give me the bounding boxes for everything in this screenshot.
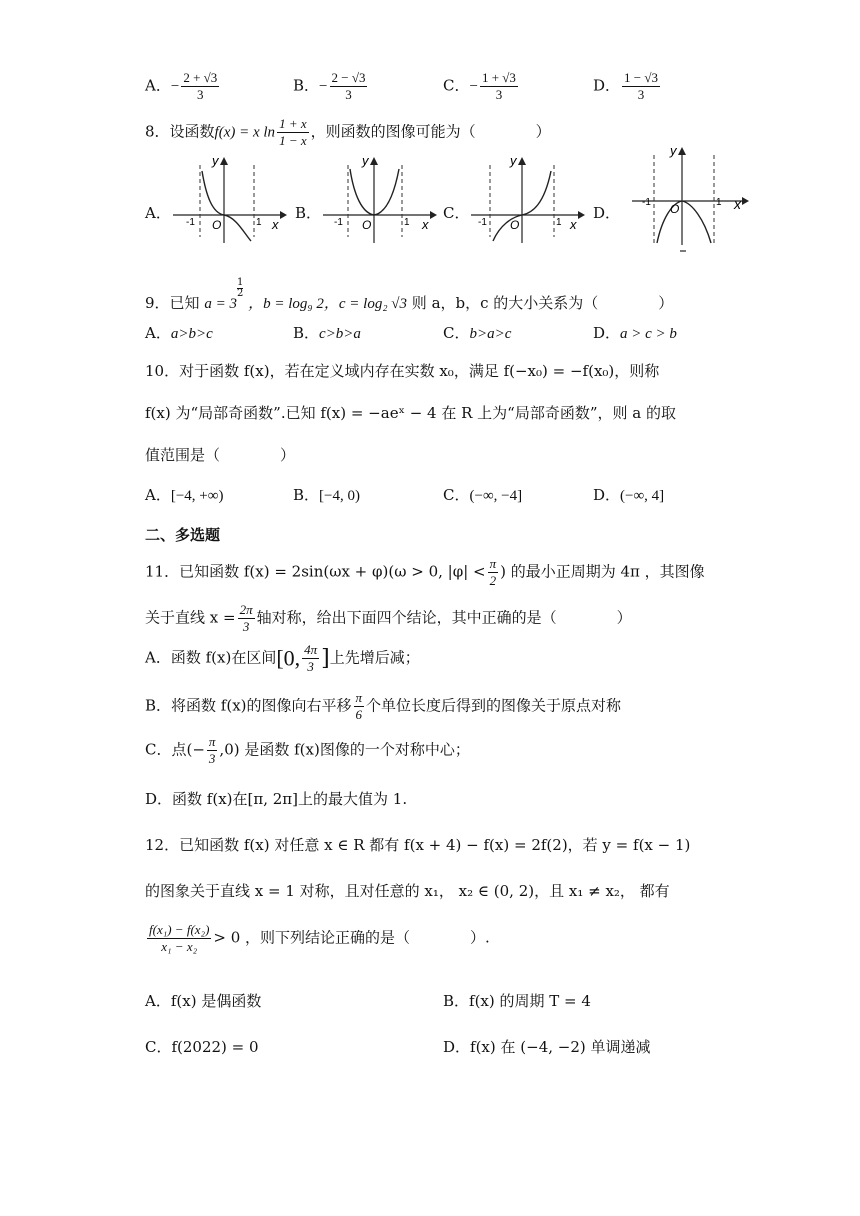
- neg-one: -1: [334, 217, 343, 228]
- q11-option-c: C．点(− $\frac{\pi}{3}$ ,0) 是函数 f(x)图像的一个对称中心；: [145, 734, 470, 766]
- pos-one: 1: [716, 197, 722, 208]
- axis-y: y: [212, 155, 219, 168]
- q7-option-d: D． $\frac{1 - √3}{3}$: [593, 70, 658, 102]
- q7-option-b: B．− $\frac{2 - √3}{3}$: [293, 70, 366, 102]
- q9-option-b: B．c>b>a: [293, 324, 361, 342]
- axis-x: x: [570, 217, 577, 232]
- q7-option-a: A．− $\frac{2 + √3}{3}$: [145, 70, 218, 102]
- q10-option-d: D．(−∞, 4]: [593, 486, 665, 504]
- q9-stem: 9．已知 a = 3 $^{\frac{1}{2}}$ ，b = log₉ 2，c = log₂ √3 则 a，b，c 的大小关系为（ ）: [145, 277, 674, 312]
- origin: O: [212, 218, 222, 232]
- q12-line3: $\frac{\text{f(x₁) − f(x₂)}}{\text{x₁ − x₂}}$ > 0 ，则下列结论正确的是（ ）.: [149, 922, 490, 954]
- axis-x: x: [734, 196, 741, 212]
- pos-one: 1: [256, 217, 262, 228]
- q9-option-c: C．b>a>c: [443, 324, 512, 342]
- q8-graph-c-label: C．: [443, 204, 470, 222]
- pos-one: 1: [404, 217, 410, 228]
- neg-one: -1: [186, 217, 195, 228]
- q11-option-a: A．函数 f(x)在区间[0, $\frac{4\pi}{3}$ ]上先增后减；: [145, 642, 420, 674]
- q12-option-b: B．f(x) 的周期 T = 4: [443, 992, 591, 1010]
- q8-graph-a-label: A．: [145, 204, 171, 222]
- q8-graph-b: [318, 155, 438, 245]
- q12-line1: 12．已知函数 f(x) 对任意 x ∈ R 都有 f(x + 4) − f(x) = 2f(2)，若 y = f(x − 1): [145, 836, 691, 854]
- q8-graph-a: [168, 155, 288, 245]
- axis-x: x: [272, 217, 279, 232]
- q12-option-d: D．f(x) 在 (−4, −2) 单调递减: [443, 1038, 651, 1056]
- q7-option-c: C．− $\frac{1 + √3}{3}$: [443, 70, 516, 102]
- q12-line2: 的图象关于直线 x = 1 对称，且对任意的 x₁， x₂ ∈ (0, 2)，且 x₁ ≠ x₂， 都有: [145, 882, 670, 900]
- q10-option-a: A．[−4, +∞): [145, 486, 224, 504]
- q10-option-c: C．(−∞, −4]: [443, 486, 523, 504]
- q11-line1: 11．已知函数 f(x) = 2sin(ωx + φ)(ω > 0, |φ| < $\frac{\pi}{2}$ ) 的最小正周期为 4π ，其图像: [145, 556, 705, 588]
- axis-y: y: [362, 155, 369, 168]
- q10-option-b: B．[−4, 0): [293, 486, 360, 504]
- origin: O: [510, 218, 520, 232]
- q12-option-c: C．f(2022) = 0: [145, 1038, 259, 1056]
- q11-option-b: B．将函数 f(x)的图像向右平移 $\frac{\pi}{6}$ 个单位长度后得到的图像关于原点对称: [145, 690, 622, 722]
- neg-one: -1: [478, 217, 487, 228]
- q8-graph-d-label: D．: [593, 204, 621, 222]
- q8-graph-d: [630, 145, 755, 255]
- q10-line1: 10．对于函数 f(x)，若在定义域内存在实数 x₀，满足 f(−x₀) = −f(x₀)，则称: [145, 362, 660, 380]
- q11-line2: 关于直线 x = $\frac{2\pi}{3}$ 轴对称，给出下面四个结论，其中正确的是（ ）: [145, 602, 632, 634]
- q8-stem: 8．设函数f(x) = x ln $\frac{1 + x}{1 - x}$ ，则函数的图像可能为（ ）: [145, 116, 551, 148]
- q10-line2: f(x) 为“局部奇函数”.已知 f(x) = −aeˣ − 4 在 R 上为“局部奇函数”，则 a 的取: [145, 404, 676, 422]
- axis-y: y: [510, 155, 517, 168]
- q8-graph-c: [466, 155, 586, 245]
- q11-option-d: D．函数 f(x)在[π, 2π]上的最大值为 1.: [145, 790, 408, 808]
- axis-x: x: [422, 217, 429, 232]
- q8-graph-b-label: B．: [295, 204, 322, 222]
- origin: O: [670, 202, 680, 216]
- section-title: 二、多选题: [145, 526, 221, 544]
- neg-one: -1: [642, 197, 651, 208]
- pos-one: 1: [556, 217, 562, 228]
- axis-y: y: [670, 145, 677, 158]
- q9-option-d: D．a > c > b: [593, 324, 677, 342]
- origin: O: [362, 218, 372, 232]
- q9-option-a: A．a>b>c: [145, 324, 213, 342]
- q12-option-a: A．f(x) 是偶函数: [145, 992, 262, 1010]
- q10-line3: 值范围是（ ）: [145, 446, 296, 464]
